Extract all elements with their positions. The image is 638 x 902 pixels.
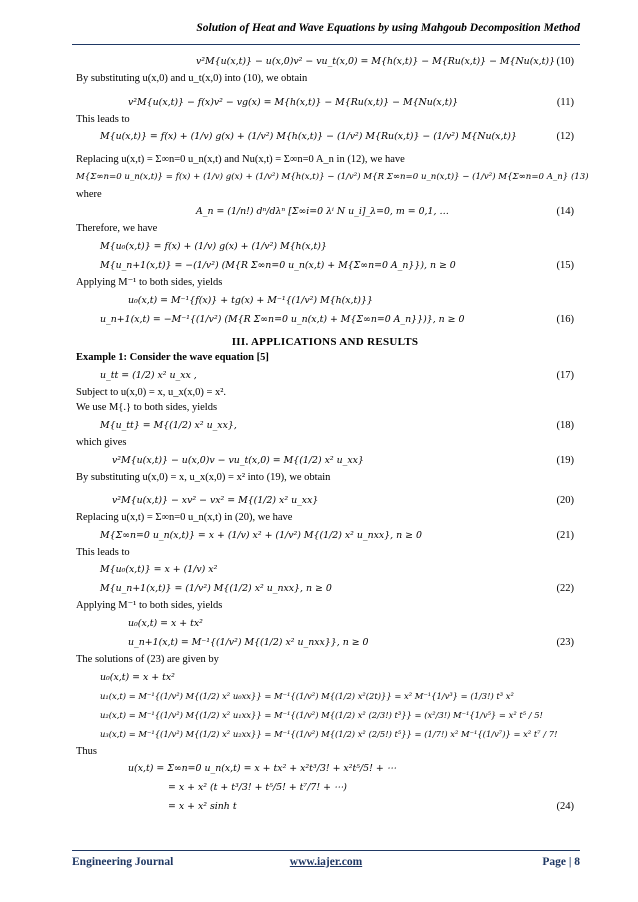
text-line: Therefore, we have xyxy=(76,223,158,235)
equation-10: v²M{u(x,t)} − u(x,0)v² − vu_t(x,0) = M{h(x,t)} − M{Ru(x,t)} − M{Nu(x,t)} (10) xyxy=(196,56,574,67)
equation-19: v²M{u(x,t)} − u(x,0)v − vu_t(x,0) = M{(1/2) x² u_xx} (19) xyxy=(112,454,574,466)
text-line: Thus xyxy=(76,745,97,757)
text-line: The solutions of (23) are given by xyxy=(76,653,219,665)
text-line: By substituting u(x,0) = x, u_x(x,0) = x² into (19), we obtain xyxy=(76,471,331,483)
equation-15: M{u_n+1(x,t)} = −(1/v²) (M{R Σ∞n=0 u_n(x,t) + M{Σ∞n=0 A_n}}), n ≥ 0 (15) xyxy=(100,259,574,271)
equation-line: u₃(x,t) = M⁻¹{(1/v²) M{(1/2) x² u₂xx}} = M⁻¹{(1/v²) M{(1/2) x² (2/5!) t⁵}} = (1/7!) x² M⁻¹{(1/v⁷)} = x² t⁷ / 7! xyxy=(100,728,558,739)
equation-11: v²M{u(x,t)} − f(x)v² − vg(x) = M{h(x,t)} − M{Ru(x,t)} − M{Nu(x,t)} (11) xyxy=(128,96,574,108)
equation-21: M{Σ∞n=0 u_n(x,t)} = x + (1/v) x² + (1/v²) M{(1/2) x² u_nxx}, n ≥ 0 (21) xyxy=(100,529,574,541)
example-heading: Example 1: Consider the wave equation [5] xyxy=(76,352,269,364)
equation-23: u_n+1(x,t) = M⁻¹{(1/v²) M{(1/2) x² u_nxx}}, n ≥ 0 (23) xyxy=(128,636,574,648)
journal-name: Engineering Journal xyxy=(72,856,174,868)
text-line: Subject to u(x,0) = x, u_x(x,0) = x². xyxy=(76,386,227,398)
equation-line: u₀(x,t) = M⁻¹{f(x)} + tg(x) + M⁻¹{(1/v²) M{h(x,t)}} xyxy=(128,294,373,306)
text-line: This leads to xyxy=(76,113,130,125)
equation-18: M{u_tt} = M{(1/2) x² u_xx}, (18) xyxy=(100,419,574,431)
equation-24: = x + x² sinh t (24) xyxy=(168,801,574,813)
equation-line: u₀(x,t) = x + tx² xyxy=(128,617,203,629)
equation-14: A_n = (1/n!) dⁿ/dλⁿ [Σ∞i=0 λⁱ N u_i]_λ=0, m = 0,1, … (14) xyxy=(196,206,574,218)
text-line: where xyxy=(76,188,102,200)
text-line: Applying M⁻¹ to both sides, yields xyxy=(76,600,223,612)
page-number: Page | 8 xyxy=(542,856,580,868)
section-heading: III. APPLICATIONS AND RESULTS xyxy=(231,335,419,348)
running-header: Solution of Heat and Wave Equations by using Mahgoub Decomposition Method xyxy=(196,22,580,34)
text-line: Applying M⁻¹ to both sides, yields xyxy=(76,276,223,288)
equation-line: u₂(x,t) = M⁻¹{(1/v²) M{(1/2) x² u₁xx}} = M⁻¹{(1/v²) M{(1/2) x² (2/3!) t³}} = (x²/3!) M⁻¹{1/v⁵} = x² t⁵ / 5! xyxy=(100,709,543,720)
equation-line: M{u₀(x,t)} = f(x) + (1/v) g(x) + (1/v²) M{h(x,t)} xyxy=(100,240,327,252)
equation-20: v²M{u(x,t)} − xv² − vx² = M{(1/2) x² u_xx} (20) xyxy=(112,495,574,507)
equation-line: M{u₀(x,t)} = x + (1/v) x² xyxy=(100,564,218,576)
text-line: Replacing u(x,t) = Σ∞n=0 u_n(x,t) and Nu(x,t) = Σ∞n=0 A_n in (12), we have xyxy=(76,154,405,166)
equation-22: M{u_n+1(x,t)} = (1/v²) M{(1/2) x² u_nxx}, n ≥ 0 (22) xyxy=(100,583,574,595)
equation-13: M{Σ∞n=0 u_n(x,t)} = f(x) + (1/v) g(x) + (1/v²) M{h(x,t)} − (1/v²) M{R Σ∞n=0 u_n(x,t)} − (1/v²) M{Σ∞n=0 A_n} (13) xyxy=(76,171,589,182)
text-line: Replacing u(x,t) = Σ∞n=0 u_n(x,t) in (20), we have xyxy=(76,512,293,524)
body-content xyxy=(76,52,589,816)
journal-url-link[interactable]: www.iajer.com xyxy=(289,856,363,868)
equation-16: u_n+1(x,t) = −M⁻¹{(1/v²) (M{R Σ∞n=0 u_n(x,t) + M{Σ∞n=0 A_n}})}, n ≥ 0 (16) xyxy=(100,313,574,325)
header-rule xyxy=(72,44,580,45)
text-line: By substituting u(x,0) and u_t(x,0) into (10), we obtain xyxy=(76,73,308,84)
text-line: We use M{.} to both sides, yields xyxy=(76,402,218,414)
footer-rule xyxy=(72,850,580,851)
text-line: This leads to xyxy=(76,546,130,558)
equation-17: u_tt = (1/2) x² u_xx , (17) xyxy=(100,369,574,381)
equation-12: M{u(x,t)} = f(x) + (1/v) g(x) + (1/v²) M{h(x,t)} − (1/v²) M{Ru(x,t)} − (1/v²) M{Nu(x,t)} (12) xyxy=(100,131,574,143)
equation-line: = x + x² (t + t³/3! + t⁵/5! + t⁷/7! + ⋯) xyxy=(168,782,347,794)
equation-line: u₁(x,t) = M⁻¹{(1/v²) M{(1/2) x² u₀xx}} = M⁻¹{(1/v²) M{(1/2) x²(2t)}} = x² M⁻¹{1/v³} = (1/3!) t³ x² xyxy=(100,690,514,701)
equation-line: u₀(x,t) = x + tx² xyxy=(100,671,175,683)
text-line: which gives xyxy=(76,436,127,448)
equation-line: u(x,t) = Σ∞n=0 u_n(x,t) = x + tx² + x²t³/3! + x²t⁵/5! + ⋯ xyxy=(128,763,397,775)
